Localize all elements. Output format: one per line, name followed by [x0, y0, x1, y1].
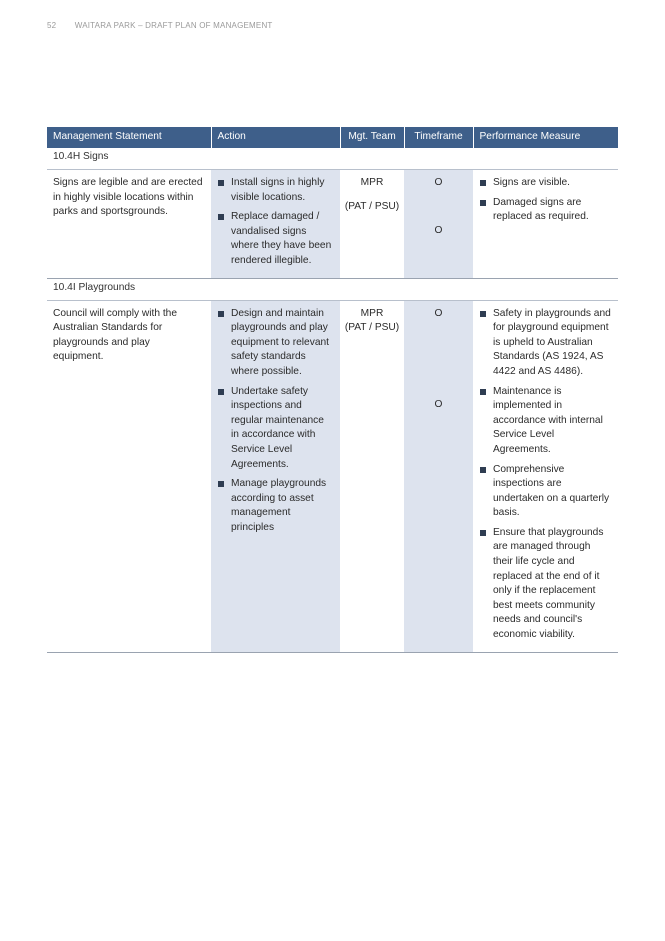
team-primary: MPR [360, 307, 384, 319]
management-statement: Signs are legible and are erected in highly visible locations within parks and sportsgrounds. [47, 170, 211, 279]
list-item: Ensure that playgrounds are managed through their life cycle and replaced at the end of it only if the replacement best meets community needs and council's economic viability. [479, 526, 612, 643]
bullet-square-icon [480, 530, 486, 536]
column-header-team: Mgt. Team [340, 127, 404, 148]
measure-cell [473, 300, 618, 652]
list-item: Undertake safety inspections and regular maintenance in accordance with Service Level Agreements. [217, 385, 334, 473]
column-header-statement: Management Statement [47, 127, 211, 148]
measure-cell [473, 170, 618, 279]
section-row-playgrounds [47, 278, 618, 300]
team-cell [340, 300, 404, 652]
action-cell [211, 170, 340, 279]
bullet-square-icon [480, 180, 486, 186]
section-title: 10.4H Signs [47, 148, 618, 170]
column-header-timeframe: Timeframe [404, 127, 473, 148]
timeframe-cell [404, 300, 473, 652]
table-header-row [47, 127, 618, 148]
team-primary: MPR [360, 177, 384, 188]
list-item: Replace damaged / vandalised signs where they have been rendered illegible. [217, 210, 334, 268]
timeframe-cell [404, 170, 473, 279]
list-item: Maintenance is implemented in accordance with internal Service Level Agreements. [479, 385, 612, 458]
list-item: Manage playgrounds according to asset management principles [217, 477, 334, 535]
table-row [47, 300, 618, 652]
timeframe-value: O [434, 177, 443, 188]
action-cell [211, 300, 340, 652]
table-row [47, 170, 618, 279]
bullet-square-icon [480, 467, 486, 473]
management-table [47, 127, 618, 653]
bullet-square-icon [480, 200, 486, 206]
list-item: Install signs in highly visible locations. [217, 176, 334, 205]
timeframe-value: O [434, 224, 443, 236]
section-row-signs [47, 148, 618, 170]
column-header-action: Action [211, 127, 340, 148]
list-item: Design and maintain playgrounds and play equipment to relevant safety standards where possible. [217, 307, 334, 380]
team-secondary: (PAT / PSU) [344, 322, 400, 334]
bullet-square-icon [218, 481, 224, 487]
column-header-measure: Performance Measure [473, 127, 618, 148]
timeframe-value: O [434, 307, 443, 319]
bullet-square-icon [480, 311, 486, 317]
bullet-square-icon [218, 214, 224, 220]
list-item: Damaged signs are replaced as required. [479, 196, 612, 225]
section-title: 10.4I Playgrounds [47, 278, 618, 300]
bullet-square-icon [480, 389, 486, 395]
team-cell [340, 170, 404, 279]
document-title: WAITARA PARK – DRAFT PLAN OF MANAGEMENT [74, 21, 273, 30]
management-statement: Council will comply with the Australian Standards for playgrounds and play equipment. [47, 300, 211, 652]
team-secondary: (PAT / PSU) [344, 200, 400, 212]
bullet-square-icon [218, 180, 224, 186]
timeframe-value: O [434, 399, 443, 411]
list-item: Comprehensive inspections are undertaken on a quarterly basis. [479, 463, 612, 521]
page-header [47, 21, 273, 30]
bullet-square-icon [218, 389, 224, 395]
list-item: Safety in playgrounds and for playground equipment is upheld to Australian Standards (AS 1924, AS 4422 and AS 4486). [479, 307, 612, 380]
page-number: 52 [47, 21, 57, 30]
list-item: Signs are visible. [479, 176, 612, 191]
bullet-square-icon [218, 311, 224, 317]
